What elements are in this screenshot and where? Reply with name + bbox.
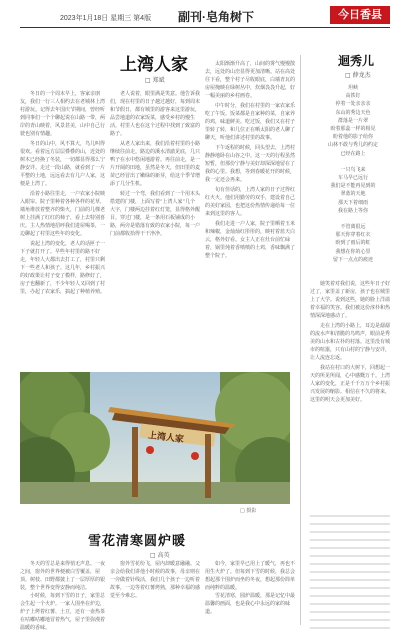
paragraph: 冬天的雪总是来得悄无声息。一夜之间，窗外的世界便被白雪覆盖，屋顶、树枝、田野都披上了一层厚厚的银装，整个世界变得安静而纯洁。 [20, 561, 105, 591]
paragraph: 冬日的一个周末早上，客家亲朋友，我们一行三人相约去在老城林上湾村游玩。记得去年国庆节期间，曾经听到同事们一个个聊起说在山路一带，两岸的青山映着，风景甚美，山中自己行驶也别有情趣。 [20, 91, 105, 137]
paragraph: 她笑着对我们说，这些年日子好过了，家里盖了新房，孩子也在城里上了大学。说到这些，她的脸上洋溢着幸福的笑容。我们被这份淳朴和热情深深地感动了。 [310, 281, 390, 319]
paragraph: 转过一个弯，我们看到了一个用木头搭建的门楼，上面写着“上湾人家”几个大字，门楼两边挂着红灯笼，显得格外醒目。穿过门楼，是一条用石板铺成的小路，两旁是错落有致的农家小院，每一户门前都收拾得干干净净。 [110, 191, 200, 237]
text-line [310, 515, 390, 517]
paragraph: 旬有佳话的，上湾人家的日子过得红红火火。他们用勤劳的双手，建设着自己的美好家园，也把这份热情传递给每一位来到这里的客人。 [205, 187, 295, 217]
text-line [310, 547, 390, 549]
gate-sign-text: 上湾人家 [147, 430, 185, 446]
text-line [310, 619, 390, 621]
article2-author: □ 高英 [150, 552, 170, 559]
paragraph: 老人说着，眼里满是笑意。他告诉我们，现在村里的日子越过越好，每到周末和节假日，都有城里的游客来这里游玩，品尝地道的农家饭菜，感受乡村的慢生活。村里人也在这个过程中找到了致富的路子。 [110, 91, 200, 137]
paragraph: 下午返程的时候，回头望去，上湾村静静地卧在山谷之中。这一天的行程虽然短暂，但那份宁静与美好却深深地留在了我的心里。我想，等到春暖花开的时候，我一定还会再来。 [205, 145, 295, 183]
article2-column-3 [205, 560, 295, 632]
text-line [310, 523, 390, 525]
article-author: □ 郑斌 [145, 77, 165, 84]
text-line [310, 587, 390, 589]
poem-line: 那天你穿着红衣 [335, 232, 371, 239]
poem-line: 已经在路上 [340, 150, 366, 157]
article2-column-2 [110, 560, 200, 632]
paragraph: 太阳渐渐升高了，山间的雾气慢慢散去，远处的山峦显得更加清晰。站在高处往下看，整个村子尽收眼底，白墙青瓦的房屋掩映在绿树丛中，炊烟袅袅升起，好一幅美丽的乡村画卷。 [205, 61, 295, 99]
page-number: 第4版 [133, 15, 152, 22]
text-line [310, 539, 390, 541]
poem-line: 一只鸟飞来 [340, 166, 366, 173]
section-title: 副刊·皂角树下 [178, 10, 254, 24]
weekday-text: 星期三 [110, 15, 132, 22]
poem-line: 我在路上等你 [337, 207, 368, 214]
article-title: 上湾人家 [120, 55, 188, 75]
poem-line: 群落是一片翠 [337, 117, 368, 124]
text-placeholder-block [310, 515, 390, 635]
poem-line: 山林不敢与秀儿的约定 [327, 142, 378, 149]
poem-line: 坦峡 [347, 85, 358, 91]
poem-author: □ 薛龙杰 [345, 72, 371, 79]
poem-line: 不管离很远 [340, 224, 366, 231]
poem-line: 车马早已远行 [337, 175, 368, 182]
poem-line: 盼到了雨后的虹 [335, 240, 371, 247]
text-line [310, 611, 390, 613]
poem-title: 迴秀儿 [338, 54, 375, 68]
village-gate-photo [20, 372, 290, 504]
issue-date [60, 13, 151, 23]
text-line [310, 603, 390, 605]
date-text: 2023年1月18日 [60, 15, 109, 22]
text-line [310, 531, 390, 533]
paragraph: 我们走进一户人家，院子里晒着玉米和辣椒，金灿灿红彤彤的，映衬着蓝天白云，格外好看。女主人正在灶台前忙碌着，锅里炖着香喷喷的土鸡，香味飘满了整个院子。 [205, 221, 295, 259]
text-line [310, 555, 390, 557]
paragraph: 小时候，每到下雪的日子，家里总会生起一个火炉。一家人围坐在炉边，炉子上烤着红薯、土豆，还有一壶热茶在咕嘟咕嘟地冒着热气，屋子里弥漫着温暖的香味。 [20, 593, 105, 631]
article2-column-1 [20, 560, 105, 632]
poem-line: 那天下着细雨 [337, 199, 368, 206]
poem-line: 盼着他的影子给你 [332, 134, 373, 141]
poem-body [318, 84, 388, 264]
article-column-4 [310, 280, 390, 510]
paragraph: 沿着小路往里走，一户农家小院映入眼帘。院子里种着各种各样的花草，墙角堆放着整齐的柴火，门前的几棵老树上挂满了红红的柿子，看上去特别喜庆。主人热情地招呼我们进屋喝茶，一边聊起了村里这些年的变化。 [20, 191, 105, 237]
paragraph: 冬日的山中，风不算大，鸟儿叫得很欢。看着远方层层叠叠的山，近处的树木已经换了冬装，一切都显得那么宁静安详。走过一段山路，就看到了一片平整的土地，远远看去有几户人家，这便是上湾了。 [20, 141, 105, 187]
text-line [310, 563, 390, 565]
newspaper-logo: 今日香县 [330, 6, 390, 24]
paragraph: 说起上湾的变化，老人的话匣子一下子就打开了。早些年村里的路不好走，年轻人大都出去打工了，村里只剩下一些老人和孩子。这几年，乡村振兴的好政策让村子变了模样，路修好了，房子也翻新了，不少年轻人又回到了村里，办起了农家乐，搞起了种植养殖。 [20, 241, 105, 295]
paragraph: 如今，家里早已用上了暖气，再也不用生火炉了。但每到下雪的时候，我总会想起那个围炉而坐的冬夜，想起那份简单而纯粹的温暖。 [205, 561, 295, 591]
poem-line [318, 215, 388, 223]
poem-line: 高铁钉 [345, 93, 361, 100]
photo-caption: □ 摄影 [240, 508, 257, 514]
column-divider [300, 55, 301, 625]
article-column-2 [110, 90, 200, 370]
paragraph: 走在上湾的小路上，耳边是潺潺的流水声和清脆的鸟鸣声，眼前是秀美的山水和古朴的村落。这里没有城市的喧嚣，只有山村的宁静与安详，让人流连忘返。 [310, 323, 390, 361]
poem-line [318, 158, 388, 166]
header-rule [20, 27, 390, 28]
text-line [310, 571, 390, 573]
article2-title: 雪花清寒圆炉暖 [88, 534, 187, 549]
article-column-3 [205, 60, 295, 370]
paragraph: 中午时分，我们在村里的一家农家乐吃了午饭。饭菜都是自家种的菜，自家养的鸡，味道鲜美。吃过饭，我们又在村子里转了转，和几位正在晒太阳的老人聊了聊天，听他们讲述村里的故事。 [205, 103, 295, 141]
paragraph: 窗外雪花纷飞，屋内却暖意融融。父亲会给我们讲他小时候的故事，母亲则在一旁做着针线活，我们几个孩子一边听着故事，一边等着红薯烤熟，那种幸福的感觉至今难忘。 [110, 561, 200, 599]
poem-line: 盼着那蕊一样的相见 [330, 126, 376, 133]
paragraph: 雪花清寒，圆炉温暖，那是记忆中最温馨的画面，也是我心中永远的家的味道。 [205, 593, 295, 615]
poem-line: 翠蓝的天地 [340, 191, 366, 198]
poem-line: 停着一处亲亲亲 [335, 101, 371, 108]
text-line [310, 627, 390, 629]
text-line [310, 595, 390, 597]
article-column-1 [20, 90, 105, 370]
paragraph: 从老人家出来，我们沿着村里的小路继续往前走。路边的溪水清澈见底，几只鸭子在水中悠闲地游着。再往前走，是一片开阔的田地，虽然是冬天，但田里的麦苗已经冒出了嫩绿的新芽，给这个季节增添了几分生机。 [110, 141, 200, 187]
poem-line: 我想在你的心里 [335, 248, 371, 255]
text-line [310, 579, 390, 581]
paragraph: 我站在村口的大树下，回想起一天的所见所闻，心中感慨万千。上湾人家的变化，正是千千万万个乡村振兴发展的缩影。相信在不久的将来，这里的明天会更加美好。 [310, 365, 390, 403]
poem-line: 东山的秀边天色 [335, 109, 371, 116]
poem-line: 留下一点点的痕迹 [332, 256, 373, 263]
poem-line: 我们是不能再见到的 [330, 183, 376, 190]
